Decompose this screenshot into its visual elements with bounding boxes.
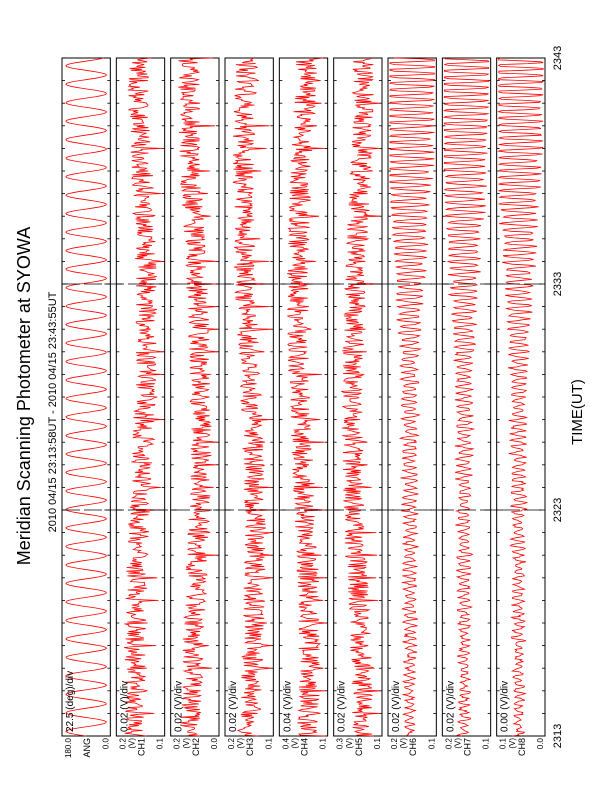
- x-tick-label: 2323: [552, 497, 564, 523]
- trace-ch5: [341, 58, 380, 736]
- trace-ch2: [178, 58, 217, 736]
- channel-name: CH5: [353, 738, 364, 757]
- chart-title: Meridian Scanning Photometer at SYOWA: [14, 226, 34, 566]
- trace-ch8: [499, 58, 543, 736]
- tick-label-bottom: 0.0: [210, 738, 219, 750]
- x-tick-label: 2333: [552, 271, 564, 297]
- channel-name: CH3: [245, 738, 256, 757]
- channel-name: CH8: [516, 738, 527, 757]
- panel-ch1: [116, 58, 164, 756]
- tick-label-bottom: 0.1: [481, 738, 491, 750]
- panel-ch5: [334, 58, 382, 756]
- panel-ch8: [497, 58, 545, 756]
- trace-ang: [66, 58, 107, 736]
- channel-unit: (V): [507, 738, 517, 749]
- panel-scale-label: 0.04 (V)/div: [282, 680, 294, 732]
- tick-label-top: 0.2: [172, 738, 182, 750]
- channel-name: CH6: [408, 738, 419, 757]
- tick-label-bottom: 0.1: [264, 738, 274, 750]
- tick-label-bottom: 0.1: [373, 738, 382, 750]
- trace-ch6: [390, 58, 435, 736]
- tick-label-bottom: 0.1: [318, 738, 328, 750]
- trace-ch7: [444, 58, 488, 736]
- time-range-label: 2010 04/15 23:13:58UT - 2010 04/15 23:43:55UT: [47, 291, 59, 533]
- channel-unit: (V): [236, 738, 246, 749]
- tick-label-top: 0.2: [444, 738, 454, 750]
- panel-ch2: [171, 58, 219, 756]
- x-tick-label: 2343: [552, 45, 564, 71]
- panel-ch6: [388, 58, 436, 756]
- channel-name: CH7: [462, 738, 473, 757]
- channel-unit: (V): [453, 738, 463, 749]
- tick-label-top: 0.1: [498, 738, 508, 750]
- panel-scale-label: 22.5 (deg)/div: [65, 670, 76, 732]
- panel-scale-label: 0.02 (V)/div: [119, 680, 131, 732]
- trace-ch3: [233, 58, 272, 736]
- tick-label-bottom: 0.1: [155, 738, 165, 750]
- channel-unit: (V): [399, 738, 409, 749]
- tick-label-top: 0.2: [227, 738, 236, 750]
- panel-ang: [62, 58, 110, 758]
- channel-unit: (V): [127, 738, 137, 749]
- channel-name: CH4: [299, 738, 310, 757]
- channel-unit: (V): [290, 738, 300, 749]
- tick-label-bottom: 0.0: [101, 738, 111, 750]
- channel-name: CH2: [190, 738, 201, 757]
- panel-ch3: [225, 58, 273, 756]
- panel-scale-label: 0.02 (V)/div: [173, 680, 185, 732]
- channel-name: ANG: [82, 738, 93, 758]
- panel-scale-label: 0.02 (V)/div: [445, 680, 457, 732]
- panel-ch7: [442, 58, 490, 756]
- trace-ch1: [124, 58, 163, 736]
- channel-unit: (V): [181, 738, 191, 749]
- tick-label-top: 0.2: [118, 738, 128, 750]
- panel-ch4: [279, 58, 327, 756]
- panel-scale-label: 0.02 (V)/div: [228, 680, 239, 732]
- channel-unit: (V): [344, 738, 354, 749]
- tick-label-top: 180.0: [64, 738, 73, 759]
- tick-label-top: 0.2: [390, 738, 399, 750]
- x-axis-label: TIME(UT): [569, 379, 586, 445]
- channel-name: CH1: [136, 738, 147, 757]
- tick-label-top: 0.3: [335, 738, 345, 750]
- trace-ch4: [287, 58, 326, 736]
- x-tick-label: 2313: [552, 723, 564, 749]
- tick-label-top: 0.4: [281, 738, 291, 750]
- panel-scale-label: 0.02 (V)/div: [336, 680, 348, 732]
- panel-scale-label: 0.02 (V)/div: [391, 680, 402, 732]
- tick-label-bottom: 0.0: [536, 738, 545, 750]
- tick-label-bottom: 0.1: [427, 738, 437, 750]
- panel-scale-label: 0.00 (V)/div: [499, 680, 511, 732]
